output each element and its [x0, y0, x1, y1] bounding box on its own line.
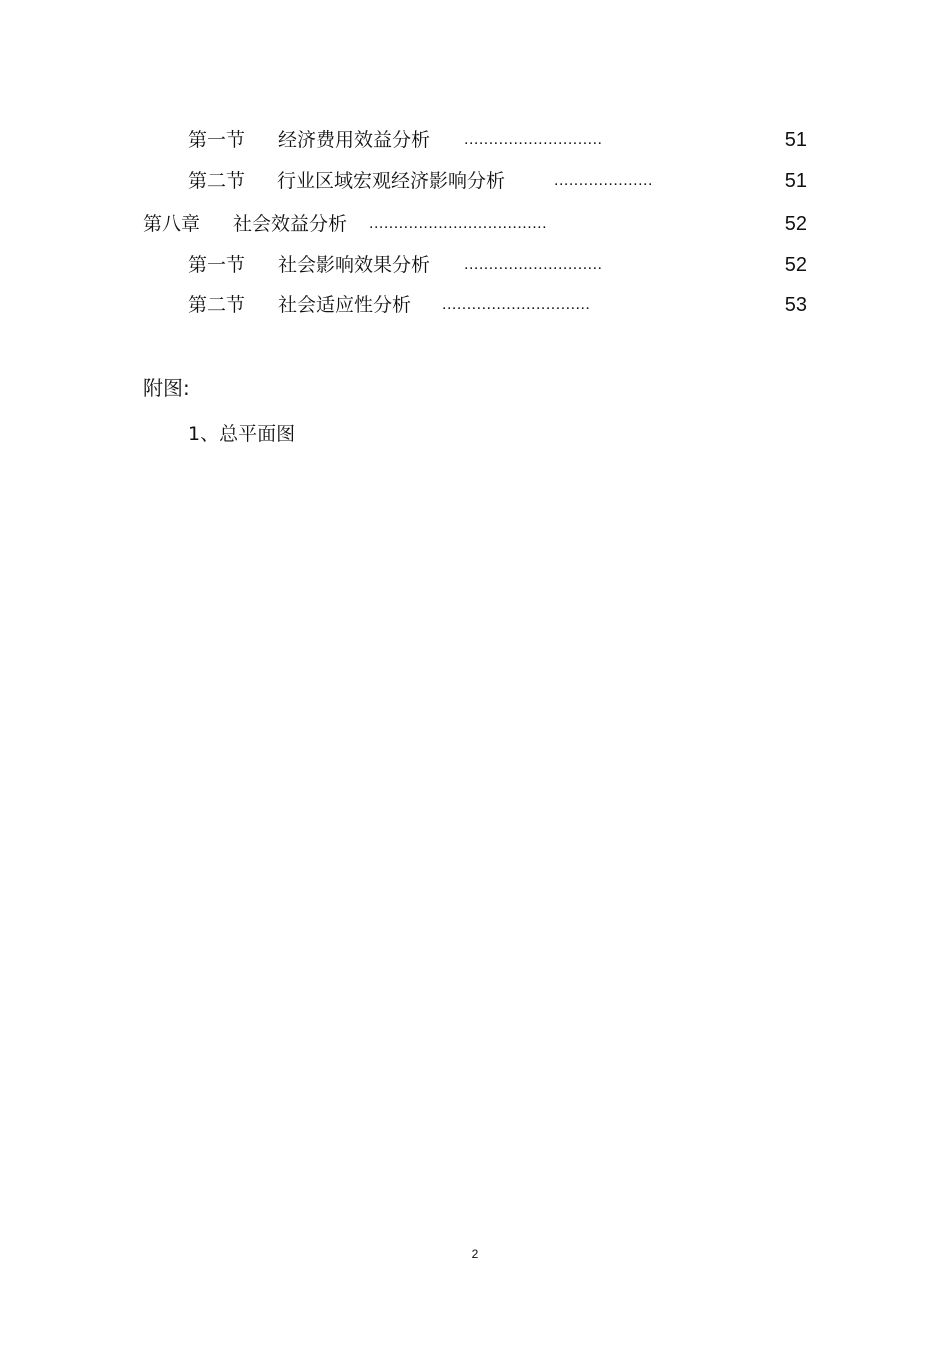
toc-page-number: 53 [784, 294, 807, 316]
toc-title: 社会影响效果分析 [278, 254, 431, 276]
toc-title: 社会适应性分析 [278, 294, 412, 316]
appendix-item: 1、总平面图 [188, 423, 296, 445]
toc-entry-chapter[interactable] [143, 211, 807, 237]
toc-title: 社会效益分析 [233, 213, 348, 235]
toc-page-number: 51 [784, 170, 807, 192]
toc-label: 第一节 [188, 254, 246, 276]
toc-entry-section[interactable] [188, 127, 807, 153]
toc-page-number: 52 [784, 213, 807, 235]
toc-title: 经济费用效益分析 [278, 129, 431, 151]
toc-label: 第二节 [188, 170, 246, 192]
toc-leader-dots: ............................ [464, 256, 603, 273]
toc-title: 行业区域宏观经济影响分析 [277, 170, 506, 192]
toc-label: 第八章 [143, 213, 201, 235]
toc-entry-section[interactable] [188, 168, 807, 194]
toc-label: 第二节 [188, 294, 246, 316]
page-number: 2 [471, 1247, 479, 1261]
appendix-heading: 附图: [143, 376, 190, 400]
toc-leader-dots: .................................... [369, 215, 548, 232]
toc-leader-dots: .............................. [442, 296, 591, 313]
toc-label: 第一节 [188, 129, 246, 151]
toc-page-number: 51 [784, 129, 807, 151]
toc-leader-dots: .................... [554, 172, 653, 189]
toc-page-number: 52 [784, 254, 807, 276]
toc-entry-section[interactable] [188, 252, 807, 278]
toc-leader-dots: ............................ [464, 131, 603, 148]
toc-entry-section[interactable] [188, 292, 807, 318]
